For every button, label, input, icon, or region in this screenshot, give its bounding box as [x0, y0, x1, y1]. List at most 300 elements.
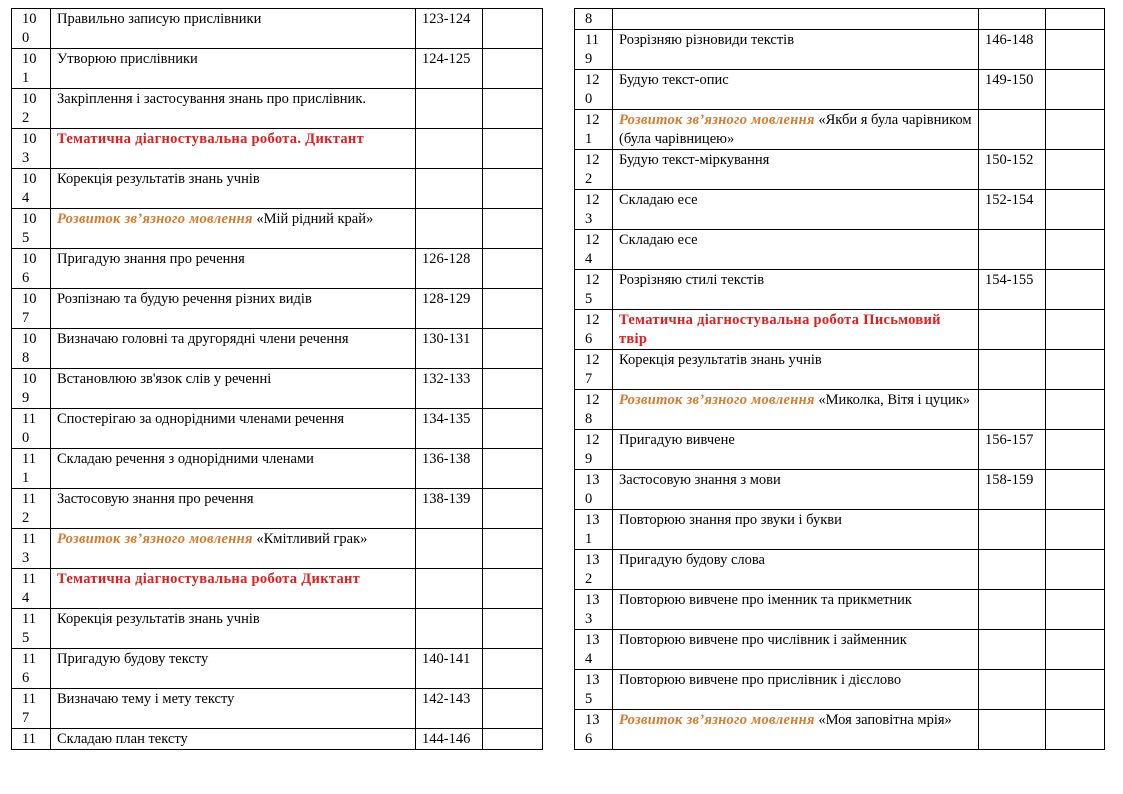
lesson-pages: 140-141 — [416, 649, 483, 689]
lesson-notes — [1046, 670, 1105, 710]
table-row — [575, 190, 1105, 230]
lesson-number-line2: 3 — [585, 211, 593, 227]
lesson-title-text: Будую текст-міркування — [619, 152, 770, 168]
lesson-number — [575, 710, 613, 750]
lesson-pages — [979, 230, 1046, 270]
lesson-title-text: Пригадую будову тексту — [57, 651, 209, 667]
lesson-title — [51, 249, 416, 289]
lesson-title — [613, 390, 979, 430]
lesson-number — [575, 470, 613, 510]
lesson-number-line2: 2 — [585, 571, 593, 587]
lesson-number-line2: 1 — [22, 470, 30, 486]
lesson-notes — [1046, 190, 1105, 230]
lesson-title-text: Правильно записую прислівники — [57, 11, 262, 27]
lesson-number-line1: 10 — [22, 371, 37, 387]
lesson-number-line1: 10 — [22, 131, 37, 147]
lesson-number-line1: 10 — [22, 251, 37, 267]
lesson-title — [51, 369, 416, 409]
lesson-number-line2: 2 — [585, 171, 593, 187]
table-row — [12, 129, 543, 169]
lesson-number-line1: 11 — [22, 411, 36, 427]
lesson-number — [575, 430, 613, 470]
lesson-number-line1: 12 — [585, 432, 600, 448]
lesson-pages: 158-159 — [979, 470, 1046, 510]
lesson-number-line2: 5 — [585, 691, 593, 707]
lesson-title — [613, 430, 979, 470]
lesson-pages — [416, 569, 483, 609]
lesson-number-line1: 12 — [585, 352, 600, 368]
lesson-notes — [483, 489, 543, 529]
lesson-title-text: Складаю план тексту — [57, 731, 188, 747]
lesson-number-line2: 3 — [585, 611, 593, 627]
lesson-number — [12, 9, 51, 49]
lesson-title — [51, 209, 416, 249]
lesson-number-line1: 12 — [585, 312, 600, 328]
lesson-pages — [416, 169, 483, 209]
lesson-number-line2: 7 — [22, 710, 30, 726]
lesson-notes — [483, 529, 543, 569]
lesson-title-text: «Мій рідний край» — [252, 211, 374, 227]
table-row — [575, 70, 1105, 110]
lesson-notes — [1046, 710, 1105, 750]
lesson-number-line2: 0 — [22, 430, 30, 446]
lesson-number — [12, 489, 51, 529]
lesson-number-line2: 9 — [22, 390, 30, 406]
table-row — [575, 590, 1105, 630]
lesson-title — [51, 9, 416, 49]
lesson-pages — [979, 9, 1046, 30]
lesson-title — [613, 9, 979, 30]
speech-development-label: Розвиток зв’язного мовлення — [619, 712, 815, 728]
lesson-pages: 132-133 — [416, 369, 483, 409]
lesson-title — [51, 569, 416, 609]
lesson-notes — [1046, 270, 1105, 310]
lesson-notes — [1046, 430, 1105, 470]
lesson-notes — [483, 249, 543, 289]
lesson-number-line2: 9 — [585, 451, 593, 467]
lesson-number-line1: 10 — [22, 91, 37, 107]
lesson-number — [575, 30, 613, 70]
lesson-number — [575, 590, 613, 630]
lesson-title-text: Тематична діагностувальна робота Письмовий твір — [619, 312, 941, 347]
lesson-title — [51, 689, 416, 729]
lesson-title-text: Повторюю вивчене про числівник і займенник — [619, 632, 907, 648]
lesson-number-line2: 6 — [585, 731, 593, 747]
lesson-number-line2: 4 — [22, 190, 30, 206]
table-row — [575, 150, 1105, 190]
lesson-title — [613, 670, 979, 710]
lesson-number-line2: 2 — [22, 510, 30, 526]
lesson-title — [51, 649, 416, 689]
lesson-number-line1: 11 — [22, 691, 36, 707]
lesson-table-left — [11, 8, 543, 750]
lesson-number-line2: 6 — [585, 331, 593, 347]
lesson-number — [12, 729, 51, 750]
lesson-pages — [979, 670, 1046, 710]
lesson-pages — [979, 630, 1046, 670]
lesson-title — [613, 630, 979, 670]
lesson-pages: 150-152 — [979, 150, 1046, 190]
lesson-title — [613, 110, 979, 150]
table-row — [575, 9, 1105, 30]
lesson-pages — [979, 590, 1046, 630]
lesson-title-text: «Моя заповітна мрія» — [814, 712, 952, 728]
lesson-title-text: Пригадую вивчене — [619, 432, 735, 448]
lesson-number — [575, 510, 613, 550]
lesson-number — [12, 129, 51, 169]
speech-development-label: Розвиток зв’язного мовлення — [619, 112, 815, 128]
lesson-number — [575, 310, 613, 350]
lesson-number-line2: 3 — [22, 150, 30, 166]
lesson-number-line2: 4 — [585, 651, 593, 667]
lesson-title — [613, 230, 979, 270]
lesson-number-line2: 4 — [22, 590, 30, 606]
lesson-title-text: Складаю речення з однорідними членами — [57, 451, 314, 467]
lesson-title — [51, 49, 416, 89]
lesson-pages: 154-155 — [979, 270, 1046, 310]
speech-development-label: Розвиток зв’язного мовлення — [57, 531, 253, 547]
lesson-number — [12, 449, 51, 489]
lesson-number — [12, 649, 51, 689]
lesson-title-text: Визначаю тему і мету тексту — [57, 691, 235, 707]
lesson-notes — [1046, 510, 1105, 550]
table-row — [12, 369, 543, 409]
table-row — [12, 169, 543, 209]
lesson-pages: 138-139 — [416, 489, 483, 529]
lesson-title — [613, 510, 979, 550]
lesson-number-line2: 0 — [585, 491, 593, 507]
table-row — [12, 89, 543, 129]
lesson-title — [51, 609, 416, 649]
lesson-pages — [416, 209, 483, 249]
table-row — [575, 230, 1105, 270]
lesson-notes — [1046, 550, 1105, 590]
lesson-title-text: Розпізнаю та будую речення різних видів — [57, 291, 312, 307]
lesson-title-text: Закріплення і застосування знань про прислівник. — [57, 91, 366, 107]
lesson-notes — [483, 689, 543, 729]
lesson-notes — [1046, 310, 1105, 350]
lesson-pages — [416, 609, 483, 649]
lesson-number-line2: 5 — [585, 291, 593, 307]
table-row — [12, 489, 543, 529]
lesson-pages: 126-128 — [416, 249, 483, 289]
table-row — [575, 30, 1105, 70]
lesson-title-text: «Кмітливий грак» — [252, 531, 368, 547]
lesson-number-line2: 8 — [585, 411, 593, 427]
lesson-number-line1: 11 — [22, 451, 36, 467]
lesson-number — [575, 350, 613, 390]
table-row — [575, 670, 1105, 710]
lesson-number — [575, 270, 613, 310]
lesson-title — [613, 70, 979, 110]
lesson-title-text: «Миколка, Вітя і цуцик» — [814, 392, 970, 408]
lesson-number-line1: 13 — [585, 632, 600, 648]
lesson-pages: 130-131 — [416, 329, 483, 369]
lesson-number — [12, 329, 51, 369]
lesson-number-line1: 10 — [22, 51, 37, 67]
lesson-number — [12, 369, 51, 409]
lesson-number-line1: 12 — [585, 392, 600, 408]
lesson-number-line1: 10 — [22, 331, 37, 347]
table-row — [575, 510, 1105, 550]
lesson-number — [575, 9, 613, 30]
lesson-title-text: Розрізняю стилі текстів — [619, 272, 765, 288]
table-row — [575, 470, 1105, 510]
lesson-number-line1: 13 — [585, 592, 600, 608]
lesson-number-line1: 12 — [585, 272, 600, 288]
lesson-title-text: «Якби я була чарівником (була чарівницею» — [619, 112, 972, 147]
lesson-notes — [483, 329, 543, 369]
lesson-notes — [1046, 470, 1105, 510]
lesson-notes — [1046, 30, 1105, 70]
lesson-number — [12, 529, 51, 569]
lesson-title-text: Корекція результатів знань учнів — [57, 171, 260, 187]
table-row — [12, 649, 543, 689]
lesson-number-line1: 12 — [585, 152, 600, 168]
lesson-notes — [483, 209, 543, 249]
lesson-title — [613, 470, 979, 510]
lesson-notes — [1046, 350, 1105, 390]
lesson-notes — [483, 289, 543, 329]
lesson-notes — [1046, 630, 1105, 670]
lesson-title — [51, 409, 416, 449]
lesson-number-line2: 1 — [585, 131, 593, 147]
lesson-number — [575, 550, 613, 590]
table-row — [12, 609, 543, 649]
table-row — [12, 249, 543, 289]
lesson-number-line2: 5 — [22, 230, 30, 246]
lesson-number-line1: 11 — [22, 571, 36, 587]
lesson-number — [12, 689, 51, 729]
lesson-notes — [1046, 230, 1105, 270]
lesson-notes — [483, 729, 543, 750]
lesson-number-line1: 11 — [22, 731, 36, 747]
lesson-title-text: Застосовую знання про речення — [57, 491, 254, 507]
lesson-number — [12, 609, 51, 649]
lesson-pages: 142-143 — [416, 689, 483, 729]
lesson-number — [12, 249, 51, 289]
lesson-title — [613, 270, 979, 310]
lesson-number-line2: 1 — [22, 70, 30, 86]
lesson-number — [575, 110, 613, 150]
lesson-number-line2: 8 — [22, 350, 30, 366]
lesson-number-line1: 12 — [585, 192, 600, 208]
lesson-pages — [979, 390, 1046, 430]
lesson-notes — [483, 169, 543, 209]
table-row — [12, 209, 543, 249]
lesson-notes — [483, 129, 543, 169]
lesson-number-line1: 13 — [585, 672, 600, 688]
lesson-pages: 134-135 — [416, 409, 483, 449]
lesson-number — [575, 230, 613, 270]
table-row — [575, 630, 1105, 670]
lesson-number — [12, 409, 51, 449]
lesson-number — [12, 49, 51, 89]
lesson-pages — [979, 510, 1046, 550]
lesson-title-text: Тематична діагностувальна робота. Диктант — [57, 131, 364, 147]
table-row — [575, 550, 1105, 590]
lesson-pages: 149-150 — [979, 70, 1046, 110]
lesson-number-line2: 3 — [22, 550, 30, 566]
lesson-notes — [1046, 390, 1105, 430]
lesson-number-line2: 4 — [585, 251, 593, 267]
lesson-number-line1: 11 — [22, 531, 36, 547]
lesson-pages — [416, 129, 483, 169]
lesson-pages — [416, 89, 483, 129]
lesson-title-text: Повторюю вивчене про прислівник і дієслово — [619, 672, 902, 688]
lesson-number — [575, 70, 613, 110]
lesson-number-line1: 10 — [22, 211, 37, 227]
lesson-pages — [979, 710, 1046, 750]
lesson-title — [613, 190, 979, 230]
lesson-pages: 156-157 — [979, 430, 1046, 470]
lesson-notes — [483, 569, 543, 609]
lesson-number — [575, 390, 613, 430]
lesson-title-text: Корекція результатів знань учнів — [619, 352, 822, 368]
table-row — [12, 569, 543, 609]
lesson-notes — [1046, 110, 1105, 150]
lesson-number-line1: 12 — [585, 72, 600, 88]
lesson-title-text: Застосовую знання з мови — [619, 472, 781, 488]
lesson-number-line1: 11 — [585, 32, 599, 48]
lesson-title — [51, 329, 416, 369]
lesson-title — [613, 590, 979, 630]
lesson-pages — [979, 350, 1046, 390]
table-row — [575, 390, 1105, 430]
lesson-number-line1: 10 — [22, 171, 37, 187]
table-row — [12, 409, 543, 449]
lesson-pages: 146-148 — [979, 30, 1046, 70]
lesson-number-line1: 13 — [585, 512, 600, 528]
speech-development-label: Розвиток зв’язного мовлення — [57, 211, 253, 227]
table-row — [575, 350, 1105, 390]
table-row — [12, 729, 543, 750]
lesson-title-text: Повторюю знання про звуки і букви — [619, 512, 842, 528]
lesson-number-line1: 12 — [585, 232, 600, 248]
lesson-title-text: Складаю есе — [619, 232, 698, 248]
lesson-notes — [483, 89, 543, 129]
table-row — [12, 689, 543, 729]
lesson-number-line2: 1 — [585, 531, 593, 547]
lesson-title-text: Корекція результатів знань учнів — [57, 611, 260, 627]
table-row — [12, 329, 543, 369]
table-row — [575, 270, 1105, 310]
table-row — [12, 9, 543, 49]
lesson-title-text: Тематична діагностувальна робота Диктант — [57, 571, 361, 587]
lesson-table-right-body — [575, 9, 1105, 750]
speech-development-label: Розвиток зв’язного мовлення — [619, 392, 815, 408]
lesson-number — [575, 150, 613, 190]
lesson-pages: 123-124 — [416, 9, 483, 49]
lesson-title — [613, 550, 979, 590]
lesson-title-text: Складаю есе — [619, 192, 698, 208]
lesson-title — [51, 529, 416, 569]
lesson-number-line2: 2 — [22, 110, 30, 126]
lesson-title — [51, 89, 416, 129]
table-row — [575, 710, 1105, 750]
lesson-pages — [979, 110, 1046, 150]
lesson-title-text: Встановлюю зв'язок слів у реченні — [57, 371, 272, 387]
lesson-title — [613, 150, 979, 190]
lesson-title — [51, 289, 416, 329]
lesson-notes — [1046, 70, 1105, 110]
table-row — [12, 529, 543, 569]
lesson-title-text: Пригадую будову слова — [619, 552, 765, 568]
lesson-title — [613, 350, 979, 390]
lesson-pages — [979, 550, 1046, 590]
lesson-number-line1: 13 — [585, 472, 600, 488]
lesson-title — [51, 489, 416, 529]
lesson-pages: 128-129 — [416, 289, 483, 329]
table-row — [12, 49, 543, 89]
lesson-title-text: Спостерігаю за однорідними членами речення — [57, 411, 345, 427]
lesson-number-line2: 5 — [22, 630, 30, 646]
lesson-pages: 144-146 — [416, 729, 483, 750]
lesson-number-line1: 11 — [22, 651, 36, 667]
lesson-notes — [483, 9, 543, 49]
lesson-number-line1: 10 — [22, 291, 37, 307]
lesson-number — [12, 289, 51, 329]
lesson-number — [575, 190, 613, 230]
lesson-pages — [979, 310, 1046, 350]
lesson-number-line2: 0 — [22, 30, 30, 46]
lesson-number — [12, 209, 51, 249]
lesson-pages — [416, 529, 483, 569]
lesson-notes — [483, 369, 543, 409]
lesson-title — [51, 449, 416, 489]
lesson-table-left-body — [12, 9, 543, 750]
lesson-notes — [483, 609, 543, 649]
lesson-title-text: Визначаю головні та другорядні члени речення — [57, 331, 349, 347]
lesson-notes — [483, 49, 543, 89]
lesson-number-line2: 0 — [585, 91, 593, 107]
lesson-pages: 124-125 — [416, 49, 483, 89]
lesson-number — [12, 89, 51, 129]
lesson-number — [575, 670, 613, 710]
lesson-title — [51, 169, 416, 209]
lesson-notes — [1046, 9, 1105, 30]
lesson-number-line1: 11 — [22, 611, 36, 627]
lesson-number-line2: 6 — [22, 670, 30, 686]
lesson-title — [613, 30, 979, 70]
lesson-number-line1: 10 — [22, 11, 37, 27]
lesson-title — [51, 729, 416, 750]
lesson-number-line2: 9 — [585, 51, 593, 67]
table-row — [575, 110, 1105, 150]
lesson-number-line1: 11 — [22, 491, 36, 507]
lesson-title-text: Будую текст-опис — [619, 72, 729, 88]
lesson-number-line1: 13 — [585, 552, 600, 568]
lesson-title — [51, 129, 416, 169]
lesson-title — [613, 710, 979, 750]
lesson-notes — [483, 449, 543, 489]
lesson-notes — [483, 409, 543, 449]
lesson-table-right — [574, 8, 1105, 750]
lesson-title-text: Розрізняю різновиди текстів — [619, 32, 795, 48]
table-row — [575, 310, 1105, 350]
lesson-number-line1: 12 — [585, 112, 600, 128]
lesson-title — [613, 310, 979, 350]
lesson-number — [12, 169, 51, 209]
table-row — [575, 430, 1105, 470]
lesson-pages: 152-154 — [979, 190, 1046, 230]
table-row — [12, 449, 543, 489]
lesson-notes — [483, 649, 543, 689]
lesson-number-line2: 6 — [22, 270, 30, 286]
table-row — [12, 289, 543, 329]
lesson-number-line1: 8 — [585, 11, 593, 27]
lesson-number — [12, 569, 51, 609]
